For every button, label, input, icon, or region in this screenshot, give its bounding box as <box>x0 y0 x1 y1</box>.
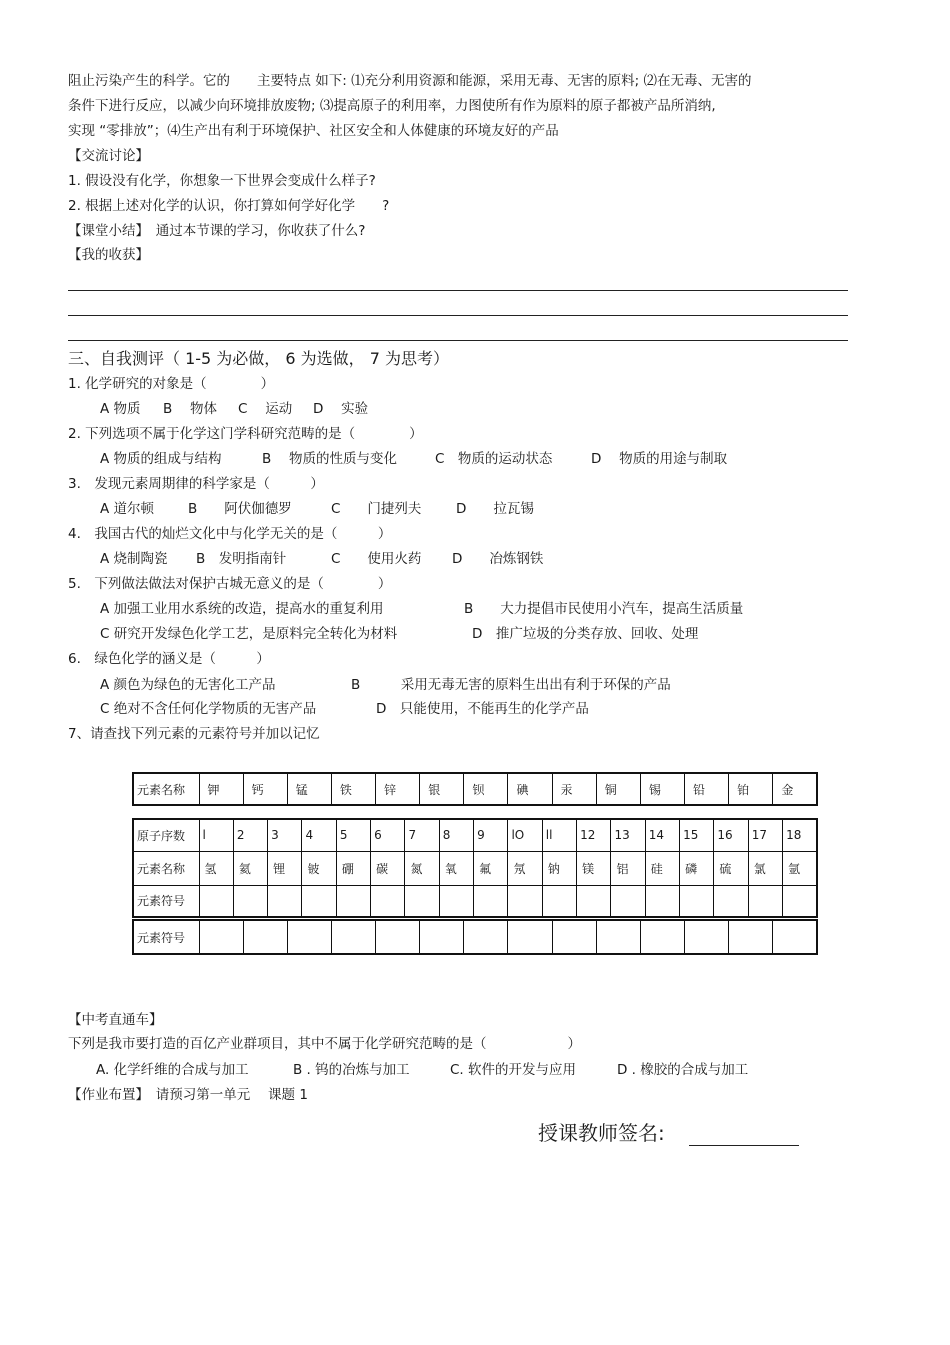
symbol-answer-cell[interactable] <box>439 885 473 917</box>
question-2-option-a: A 物质的组成与结构 <box>100 451 222 467</box>
question-4-option-c: C 使用火药 <box>331 551 422 567</box>
intro-line-2: 条件下进行反应，以减少向环境排放废物; ⑶提高原子的利用率，力图使所有作为原料的原子都被产品所消纳, <box>68 98 716 114</box>
symbol-answer-cell[interactable] <box>748 885 782 917</box>
symbol-answer-cell[interactable] <box>199 885 233 917</box>
question-1-option-a: A 物质 <box>100 401 141 417</box>
table1-element-cell: 铂 <box>729 773 773 805</box>
answer-line-2 <box>68 315 848 316</box>
symbol-answer-cell[interactable] <box>233 885 267 917</box>
symbol-answer-cell[interactable] <box>199 920 243 954</box>
question-6-stem: 6. 绿色化学的涵义是（ ） <box>68 651 270 667</box>
question-4-option-d: D 冶炼钢铁 <box>452 551 544 567</box>
atomic-number-cell: 16 <box>714 819 748 851</box>
element-name-cell: 锂 <box>268 851 302 885</box>
symbol-answer-cell[interactable] <box>287 920 331 954</box>
exam-option-c: C. 软件的开发与应用 <box>450 1062 577 1078</box>
table1-element-cell: 锰 <box>287 773 331 805</box>
symbol-answer-cell[interactable] <box>783 885 817 917</box>
element-name-cell: 硼 <box>336 851 370 885</box>
question-2-option-c: C 物质的运动状态 <box>435 451 553 467</box>
symbol-answer-cell[interactable] <box>640 920 684 954</box>
table1-element-cell: 锌 <box>376 773 420 805</box>
exam-option-a: A. 化学纤维的合成与加工 <box>96 1062 249 1078</box>
question-3-option-c: C 门捷列夫 <box>331 501 422 517</box>
table1-element-cell: 汞 <box>552 773 596 805</box>
symbol-answer-cell[interactable] <box>729 920 773 954</box>
symbol-answer-cell[interactable] <box>577 885 611 917</box>
table1-element-cell: 铅 <box>685 773 729 805</box>
question-6-option-d: D 只能使用，不能再生的化学产品 <box>376 701 589 717</box>
atomic-number-cell: 17 <box>748 819 782 851</box>
row-label-atomic-number: 原子序数 <box>133 819 199 851</box>
atomic-number-cell: 14 <box>645 819 679 851</box>
question-3-stem: 3. 发现元素周期律的科学家是（ ） <box>68 476 324 492</box>
class-summary: 【课堂小结】 通过本节课的学习，你收获了什么? <box>68 223 366 239</box>
table1-element-cell: 钙 <box>243 773 287 805</box>
table1-element-cell: 金 <box>773 773 817 805</box>
atomic-number-cell: 8 <box>439 819 473 851</box>
symbol-answer-cell[interactable] <box>508 920 552 954</box>
row-label-element-symbol-2: 元素符号 <box>133 920 199 954</box>
symbol-answer-cell[interactable] <box>508 885 542 917</box>
question-6-option-a: A 颜色为绿色的无害化工产品 <box>100 677 276 693</box>
question-6-option-c: C 绝对不含任何化学物质的无害产品 <box>100 701 317 717</box>
atomic-number-cell: 6 <box>371 819 405 851</box>
atomic-number-cell: 15 <box>680 819 714 851</box>
atomic-number-cell: lO <box>508 819 542 851</box>
element-name-table <box>132 772 818 806</box>
symbol-answer-cell[interactable] <box>542 885 576 917</box>
element-name-cell: 镁 <box>577 851 611 885</box>
atomic-number-cell: 9 <box>474 819 508 851</box>
symbol-answer-cell[interactable] <box>773 920 817 954</box>
selftest-title: 三、自我测评（ 1-5 为必做， 6 为选做， 7 为思考） <box>68 349 450 368</box>
atomic-number-cell: ll <box>542 819 576 851</box>
exam-option-d: D . 橡胶的合成与加工 <box>617 1062 749 1078</box>
table1-element-cell: 钾 <box>199 773 243 805</box>
element-name-cell: 氧 <box>439 851 473 885</box>
question-3-option-b: B 阿伏伽德罗 <box>188 501 292 517</box>
signature-line[interactable] <box>689 1125 799 1146</box>
element-symbol-table <box>132 919 818 955</box>
gains-title: 【我的收获】 <box>68 247 149 263</box>
answer-line-1 <box>68 290 848 291</box>
exam-title: 【中考直通车】 <box>68 1012 163 1028</box>
question-4-option-b: B 发明指南针 <box>196 551 287 567</box>
symbol-answer-cell[interactable] <box>611 885 645 917</box>
symbol-answer-cell[interactable] <box>268 885 302 917</box>
symbol-answer-cell[interactable] <box>714 885 748 917</box>
table1-element-cell: 钡 <box>464 773 508 805</box>
symbol-answer-cell[interactable] <box>552 920 596 954</box>
symbol-answer-cell[interactable] <box>336 885 370 917</box>
atomic-number-cell: 3 <box>268 819 302 851</box>
element-name-cell: 氦 <box>233 851 267 885</box>
question-5-option-b: B 大力提倡市民使用小汽车，提高生活质量 <box>464 601 744 617</box>
element-name-cell: 氟 <box>474 851 508 885</box>
symbol-answer-cell[interactable] <box>376 920 420 954</box>
question-5-option-c: C 研究开发绿色化学工艺，是原料完全转化为材料 <box>100 626 398 642</box>
exam-question-stem: 下列是我市要打造的百亿产业群项目，其中不属于化学研究范畴的是（ ） <box>68 1036 581 1052</box>
element-name-cell: 氖 <box>508 851 542 885</box>
table1-header: 元素名称 <box>133 773 199 805</box>
question-6-option-b: B 采用无毒无害的原料生出出有利于环保的产品 <box>351 677 671 693</box>
element-name-cell: 硫 <box>714 851 748 885</box>
question-4-stem: 4. 我国古代的灿烂文化中与化学无关的是（ ） <box>68 526 392 542</box>
intro-line-1: 阻止污染产生的科学。它的 主要特点 如下: ⑴充分利用资源和能源，采用无毒、无害的原料; ⑵在无毒、无害的 <box>68 73 752 89</box>
symbol-answer-cell[interactable] <box>474 885 508 917</box>
atomic-number-cell: 12 <box>577 819 611 851</box>
question-2-stem: 2. 下列选项不属于化学这门学科研究范畴的是（ ） <box>68 426 423 442</box>
symbol-answer-cell[interactable] <box>371 885 405 917</box>
symbol-answer-cell[interactable] <box>331 920 375 954</box>
symbol-answer-cell[interactable] <box>685 920 729 954</box>
element-name-cell: 氯 <box>748 851 782 885</box>
symbol-answer-cell[interactable] <box>302 885 336 917</box>
atomic-number-cell: 13 <box>611 819 645 851</box>
symbol-answer-cell[interactable] <box>645 885 679 917</box>
answer-line-3 <box>68 340 848 341</box>
element-name-cell: 磷 <box>680 851 714 885</box>
symbol-answer-cell[interactable] <box>464 920 508 954</box>
element-name-cell: 氮 <box>405 851 439 885</box>
discussion-question-2: 2. 根据上述对化学的认识，你打算如何学好化学 ? <box>68 198 390 214</box>
teacher-signature <box>538 1120 799 1146</box>
element-name-cell: 铍 <box>302 851 336 885</box>
element-name-cell: 氩 <box>783 851 817 885</box>
question-1-option-b: B 物体 <box>163 401 218 417</box>
homework: 【作业布置】 请预习第一单元 课题 1 <box>68 1087 308 1103</box>
exam-option-b: B . 钨的冶炼与加工 <box>293 1062 410 1078</box>
question-5-option-a: A 加强工业用水系统的改造，提高水的重复利用 <box>100 601 384 617</box>
intro-line-3: 实现 “零排放”；⑷生产出有利于环境保护、社区安全和人体健康的环境友好的产品 <box>68 123 559 139</box>
row-label-element-name: 元素名称 <box>133 851 199 885</box>
element-name-cell: 钠 <box>542 851 576 885</box>
atomic-number-table <box>132 818 818 918</box>
question-5-option-d: D 推广垃圾的分类存放、回收、处理 <box>472 626 699 642</box>
question-2-option-b: B 物质的性质与变化 <box>262 451 398 467</box>
atomic-number-cell: 18 <box>783 819 817 851</box>
table1-element-cell: 铁 <box>331 773 375 805</box>
symbol-answer-cell[interactable] <box>405 885 439 917</box>
element-name-cell: 氢 <box>199 851 233 885</box>
discussion-question-1: 1. 假设没有化学，你想象一下世界会变成什么样子? <box>68 173 376 189</box>
symbol-answer-cell[interactable] <box>596 920 640 954</box>
signature-label: 授课教师签名: <box>538 1121 665 1145</box>
question-4-option-a: A 烧制陶瓷 <box>100 551 168 567</box>
question-3-option-a: A 道尔顿 <box>100 501 155 517</box>
symbol-answer-cell[interactable] <box>680 885 714 917</box>
row-label-element-symbol: 元素符号 <box>133 885 199 917</box>
element-name-cell: 硅 <box>645 851 679 885</box>
question-3-option-d: D 拉瓦锡 <box>456 501 534 517</box>
question-1-stem: 1. 化学研究的对象是（ ） <box>68 376 275 392</box>
atomic-number-cell: 5 <box>336 819 370 851</box>
atomic-number-cell: 4 <box>302 819 336 851</box>
table1-element-cell: 银 <box>420 773 464 805</box>
question-7-stem: 7、请查找下列元素的元素符号并加以记忆 <box>68 726 320 742</box>
atomic-number-cell: 7 <box>405 819 439 851</box>
element-name-cell: 碳 <box>371 851 405 885</box>
question-1-option-d: D 实验 <box>313 401 369 417</box>
question-1-option-c: C 运动 <box>238 401 293 417</box>
symbol-answer-cell[interactable] <box>420 920 464 954</box>
atomic-number-cell: l <box>199 819 233 851</box>
question-5-stem: 5. 下列做法做法对保护古城无意义的是（ ） <box>68 576 392 592</box>
symbol-answer-cell[interactable] <box>243 920 287 954</box>
table1-element-cell: 铜 <box>596 773 640 805</box>
table1-element-cell: 锡 <box>640 773 684 805</box>
atomic-number-cell: 2 <box>233 819 267 851</box>
question-2-option-d: D 物质的用途与制取 <box>591 451 728 467</box>
element-name-cell: 铝 <box>611 851 645 885</box>
table1-element-cell: 碘 <box>508 773 552 805</box>
discussion-title: 【交流讨论】 <box>68 148 149 164</box>
